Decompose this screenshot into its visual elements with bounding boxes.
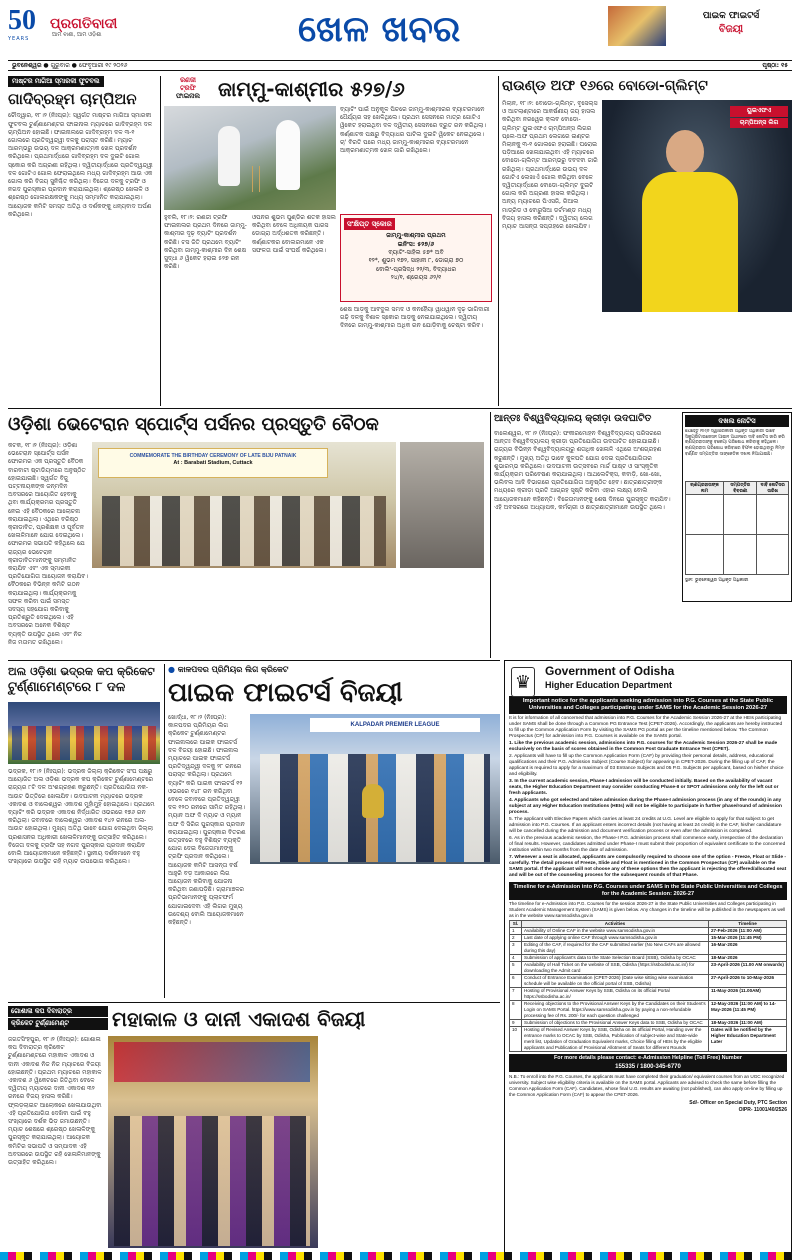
paper-slogan: ଆମ ବାଣୀ, ଆମ ଓଡ଼ିଶା (52, 32, 102, 38)
timeline-sl-cell: 2 (510, 935, 522, 942)
story2-headline: ଜାମ୍ମୁ-କାଶ୍ମୀର ୫୨୭/୬ (218, 77, 405, 101)
timeline-activity-cell: Availability of Hall Ticket on the website of SSB, Odisha (https://ssbodisha.ac.in/) for downloading the Admit card (522, 962, 709, 975)
story3-body-continued (602, 316, 792, 404)
notice1-body: ଯେହେତୁ ନିମ୍ନ ସ୍ୱାକ୍ଷରକାରୀ ଅଧିକୃତ ଅଧିକାରୀ ଭାବେ ସିକ୍ୟୁରିଟାଇଜେସନ ଆଇନ ଅଧୀନରେ ଦାବି ନୋଟିସ ଜାରି କରି ଋଣଗ୍ରହୀତାଙ୍କୁ ବକେୟା ପରିଶୋଧ କରିବାକୁ କହିଥିଲେ। ଋଣଗ୍ରହୀତା ପରିଶୋଧ କରିବାରେ ବିଫଳ ହୋଇଥିବାରୁ ନିମ୍ନ ବର୍ଣ୍ଣିତ ସମ୍ପତ୍ତିର ସାଙ୍କେତିକ ଦଖଲ ନିଆଯାଇଛି। (685, 429, 785, 457)
story-paika-fighters (168, 664, 500, 998)
notice2-timeline-title: Timeline for e-Admission into P.G. Courses under SAMS in the State Public Universities and Colleges for the Academic Session: 2026-27 (509, 882, 787, 900)
notice2-point-3: 3. In the current academic session, Phase-I admission will be conducted initially. Based on the availability of vacant seats, the Higher Education Department may consider conducting Phase-II or SPOT admissions only for the left out or fresh applicants. (509, 779, 779, 796)
timeline-activity-cell: Conduct of Entrance Examination (CPET-2026) (Date wise sitting wise examination schedule will be available on the official portal of SSB, Odisha) (522, 975, 709, 988)
trophy-ceremony-photo (250, 714, 500, 864)
govt-notice (504, 660, 792, 1254)
notice2-subtitle: Higher Education Department (545, 680, 673, 690)
story6-headline-1: ଅଲ ଓଡ଼ିଶା ଭଦ୍ରକ କପ କ୍ରିକେଟ (8, 665, 155, 678)
newspaper-logo (8, 6, 48, 50)
story2-scorebox (340, 214, 492, 302)
story2-tagbox (164, 76, 212, 100)
story-goshala-cup (8, 1006, 500, 1250)
story4-body-lower (92, 572, 396, 656)
story2-tag1: ରଣଜୀ (180, 76, 196, 84)
story2-body-right: ଶେଷ ଆଡ଼କୁ ଆବଦୁଲ ସମଦ ଓ କନହୈୟା ୱାଧୱାନ ଦୃଢ଼ ଭାଗିଦାରୀ ଗଢ଼ି ଦଳକୁ ବିଶାଳ ସ୍କୋର ଆଡ଼କୁ ନେଇଯାଇଥିଲେ। ଦ୍ୱିତୀୟ ଦିନରେ ଜାମ୍ମୁ-କାଶ୍ମୀର ଅଧିକ ରନ ଯୋଡ଼ିବାକୁ ଚେଷ୍ଟା କରିବ। (340, 306, 490, 330)
timeline-row (510, 1001, 787, 1020)
notice2-lead: Important notice for the applicants seeking admission into P.G. Courses at the State Public Universities and Colleges participating under SAMS for the Academic Session 2026-27 (509, 696, 787, 714)
story5-body: ବାଲେଶ୍ୱର, ୧୮।୨ (ନିଃପ୍ର): ଫକୀରମୋହନ ବିଶ୍ୱବିଦ୍ୟାଳୟ ପରିସରରେ ଆନ୍ତଃ ବିଶ୍ୱବିଦ୍ୟାଳୟ କ୍ରୀଡ଼ା ପ୍ରତିଯୋଗିତା ଉଦଘାଟିତ ହୋଇଯାଇଛି। ରାଜ୍ୟର ବିଭିନ୍ନ ବିଶ୍ୱବିଦ୍ୟାଳୟରୁ ଶତାଧିକ ଖେଳାଳି ଏଥିରେ ଅଂଶଗ୍ରହଣ କରୁଛନ୍ତି। ମୁଖ୍ୟ ଅତିଥି ଭାବେ କୁଳପତି ଯୋଗ ଦେଇ ପ୍ରତିଯୋଗିତାର ଶୁଭାରମ୍ଭ କରିଥିଲେ। ଉଦଘାଟନୀ ଉତ୍ସବରେ ମାର୍ଚ୍ଚ ପାଷ୍ଟ ଓ ସାଂସ୍କୃତିକ କାର୍ଯ୍ୟକ୍ରମ ପରିବେଷଣ କରାଯାଇଥିଲା। ଆଥଲେଟିକ୍ସ, କବାଡ଼ି, ଖୋ-ଖୋ, ଭଲିବଲ ଆଦି ବିଭାଗରେ ପ୍ରତିଯୋଗିତା ଅନୁଷ୍ଠିତ ହେବ। ଛାତ୍ରଛାତ୍ରୀଙ୍କ ମଧ୍ୟରେ କ୍ରୀଡ଼ା ପ୍ରତି ଆଗ୍ରହ ସୃଷ୍ଟି କରିବା ଏହାର ଲକ୍ଷ୍ୟ ବୋଲି ଆୟୋଜକମାନେ କହିଛନ୍ତି। ବିଜେତାମାନଙ୍କୁ ଶେଷ ଦିନରେ ପୁରସ୍କୃତ କରାଯିବ। ଏହି ଅବସରରେ ଅଧ୍ୟାପକ, କର୍ମଚାରୀ ଓ ଛାତ୍ରଛାତ୍ରୀମାନେ ଉପସ୍ଥିତ ଥିଲେ। (494, 430, 671, 511)
badge-ucl-sub: ଚାମ୍ପିଅନ୍ସ ଲିଗ (730, 118, 788, 129)
score-line-2: ଇନିଂସ: ୫୨୭/୬ (397, 240, 435, 248)
story7-body: ଖୋର୍ଦ୍ଧା, ୧୮।୨ (ନିଃପ୍ର): କାଳପଦର ପ୍ରିମିୟର ଲିଗ କ୍ରିକେଟ ଟୁର୍ଣ୍ଣାମେଣ୍ଟର ଫାଇନାଲରେ ପାଇକ ଫାଇଟର୍ସ ଦଳ ବିଜୟୀ ହୋଇଛି। ଫାଇନାଲ ମ୍ୟାଚରେ ପାଇକ ଫାଇଟର୍ସ ପ୍ରତିଦ୍ୱନ୍ଦ୍ୱୀ ଦଳକୁ ୨୮ ରନରେ ପରାସ୍ତ କରିଥିଲା। ପ୍ରଥମେ ବ୍ୟାଟିଂ କରି ପାଇକ ଫାଇଟର୍ସ ୧୨ ଓଭରରେ ୧୪୮ ରନ କରିଥିବା ବେଳେ ଜବାବରେ ପ୍ରତିଦ୍ୱନ୍ଦ୍ୱୀ ଦଳ ୧୨୦ ରନରେ ସୀମିତ ରହିଥିଲା। ମ୍ୟାନ ଅଫ ଦି ମ୍ୟାଚ ଓ ମ୍ୟାନ ଅଫ ଦି ସିରିଜ ପୁରସ୍କାର ପ୍ରଦାନ କରାଯାଇଥିଲା। ପୁରସ୍କାର ବିତରଣ ଉତ୍ସବରେ ବହୁ ବିଶିଷ୍ଟ ବ୍ୟକ୍ତି ଯୋଗ ଦେଇ ବିଜେତାମାନଙ୍କୁ ଟ୍ରଫି ପ୍ରଦାନ କରିଥିଲେ। ଆୟୋଜକ କମିଟି ଆସନ୍ତା ବର୍ଷ ଆହୁରି ବଡ଼ ଆକାରରେ ଲିଗ ଆୟୋଜନ କରିବାକୁ ଯୋଜନା କରିଥିବା ଜଣାପଡ଼ିଛି। ଗ୍ରାମାଞ୍ଚଳର ପ୍ରତିଭାମାନଙ୍କୁ ପ୍ଲାଟଫର୍ମ ଯୋଗାଇଦେବା ଏହି ଲିଗର ମୁଖ୍ୟ ଉଦ୍ଦେଶ୍ୟ ବୋଲି ଆୟୋଜକମାନେ କହିଛନ୍ତି। (168, 714, 246, 927)
section-rule (8, 1002, 500, 1003)
timeline-row (510, 1020, 787, 1027)
score-line-6: ୨୪/୧, ଶ୍ରେୟସ ୬୨/୧ (390, 274, 442, 282)
score-line-3: ବ୍ୟାଟିଂ-ସାହିଲ ୫୭* ଅବି (388, 248, 444, 256)
notice2-timeline-intro: The timeline for e-Admission into P.G. Courses for the session 2026-27 in the State Public Universities and Colleges participating in Student Academic Management System (SAMS) is given below. Any changes in the timeline will be published in the newspapers as well as in the website www.samsodisha.gov.in (509, 901, 786, 918)
fielder-figure (276, 120, 300, 190)
story2-body-mid: ଓପନର ଶୁଭମ ପୁଣ୍ଡିର ଶତକ ହାସଲ କରିଥିବା ବେଳେ ଅଧିନାୟକ ପାରସ ଡୋଗ୍ରା ଅର୍ଦ୍ଧଶତକ କରିଛନ୍ତି। କର୍ଣ୍ଣାଟକର ବୋଲରମାନେ ଏକ ସଫଳତା ପାଇଁ ସଂଘର୍ଷ କରିଥିଲେ। (252, 214, 336, 254)
promo-box (670, 10, 792, 46)
timeline-activity-cell: Submission of applicant's data to the State Selection Board (SSB), Odisha by OCAC (522, 955, 709, 962)
timeline-sl-cell: 3 (510, 942, 522, 955)
timeline-date-cell: 11-May-2026 (11.00AM) (709, 988, 787, 1001)
player-jersey (642, 172, 738, 312)
govt-emblem-icon: ♛ (511, 667, 535, 697)
story8-kicker-1: ଗୋଶାଳା କପ ଦିବାରାତ୍ର (8, 1006, 108, 1017)
col-divider (160, 76, 161, 406)
badge-box (730, 106, 788, 128)
wicket-stumps (252, 166, 260, 192)
story8-body: ଜଗତସିଂହପୁର, ୧୮।୨ (ନିଃପ୍ର): ଗୋଶାଳା କପ ଦିବାରାତ୍ର କ୍ରିକେଟ ଟୁର୍ଣ୍ଣାମେଣ୍ଟରେ ମହାକାଳ ଏକାଦଶ ଓ ଦାନୀ ଏକାଦଶ ନିଜ ନିଜ ମ୍ୟାଚରେ ବିଜୟୀ ହୋଇଛନ୍ତି। ପ୍ରଥମ ମ୍ୟାଚରେ ମହାକାଳ ଏକାଦଶ ୬ ୱିକେଟରେ ଜିତିଥିବା ବେଳେ ଦ୍ୱିତୀୟ ମ୍ୟାଚରେ ଦାନୀ ଏକାଦଶ ୩୨ ରନରେ ବିଜୟ ହାସଲ କରିଛି। ଫ୍ଲଡ଼ଲାଇଟ ଆଲୋକରେ ଖେଳାଯାଉଥିବା ଏହି ପ୍ରତିଯୋଗିତା ଦେଖିବା ପାଇଁ ବହୁ ସଂଖ୍ୟାରେ ଦର୍ଶକ ଭିଡ଼ ଜମାଉଛନ୍ତି। ମ୍ୟାଚ ଶେଷରେ ଶ୍ରେଷ୍ଠ ଖେଳାଳିଙ୍କୁ ପୁରସ୍କୃତ କରାଯାଇଥିଲା। ଆୟୋଜକ କମିଟିର ସଭାପତି ଓ ସମ୍ପାଦକ ଏହି ଅବସରରେ ଉପସ୍ଥିତ ରହି ଖେଳାଳିମାନଙ୍କୁ ଉତ୍ସାହିତ କରିଥିଲେ। (8, 1036, 102, 1167)
notice2-code: OIPR- 11001/40/2526 (738, 1106, 787, 1113)
timeline-date-cell: 16-Mar-2026 (709, 942, 787, 955)
section-title: ଖେଳ ଖବର (298, 9, 461, 50)
color-registration-bar (0, 1252, 800, 1260)
veteran-meeting-photo (92, 442, 396, 568)
story4-headline: ଓଡ଼ିଶା ଭେଟେରାନ ସ୍ପୋର୍ଟ୍ସ ପର୍ସନର ପ୍ରସ୍ତୁତି ବୈଠକ (8, 414, 379, 435)
timeline-row (510, 928, 787, 935)
players-row (114, 1116, 310, 1246)
veteran-side-photo (400, 442, 484, 568)
notice1-table (685, 481, 789, 575)
promo-thumbnail (608, 6, 666, 46)
notice2-title: Government of Odisha (545, 664, 675, 678)
player-head (666, 130, 704, 174)
dateline-sep1: ● (43, 62, 51, 69)
timeline-date-cell: 27-April-2026 to 10-May-2026 (709, 975, 787, 988)
story8-headline: ମହାକାଳ ଓ ଦାନୀ ଏକାଦଶ ବିଜୟୀ (112, 1007, 366, 1031)
timeline-sl-cell: 1 (510, 928, 522, 935)
notice2-point-5: 5. The applicant with Elective Papers which carries at least 24 credits at U.G. Level are eligible to apply for that subject to get admission into P.G. Courses. If an applicant enters incorrect details (not having at least 24 credit) in the CAF, his/her candidature will be cancelled during the admission and document verification process or even after the admission is completed. (509, 817, 782, 834)
notice1-footer: ସ୍ଥାନ: ଭୁବନେଶ୍ୱର ଅଧିକୃତ ଅଧିକାରୀ (685, 578, 749, 584)
timeline-activity-cell: Editing of the CAF, if required for the CAF submitted earlier (No New CAFs are allowed during this day) (522, 942, 709, 955)
story5-headline: ଆନ୍ତଃ ବିଶ୍ୱବିଦ୍ୟାଳୟ କ୍ରୀଡ଼ା ଉଦଘାଟିତ (494, 413, 652, 424)
backdrop-banner (114, 1042, 310, 1082)
story3-body: ମିଲାନ, ୧୮।୨: ବୋଡୋ-ଗ୍ଲିମ୍ଟ, ବୃସେଲ୍ସ ଓ ଆଟଲାଣ୍ଟାରେ ଆକର୍ଷଣୀୟ ଜୟ ହାସଲ କରିଥିବା ନରୱେର କ୍ଲବ ବୋଡୋ-ଗ୍ଲିମ୍ଟ ୟୁଇଏଫଏ ଚାମ୍ପିଅନ୍ସ ଲିଗର ପ୍ଲେ-ଅଫ ପ୍ରଥମ ଲେଗରେ ଇଣ୍ଟର ମିଲାନକୁ ୩-୧ ଗୋଲରେ ହରାଇଛି। ଘରୋଇ ପଡ଼ିଆରେ ଖେଳାଯାଇଥିବା ଏହି ମ୍ୟାଚରେ ବୋଡୋ-ଗ୍ଲିମ୍ଟ ଆରମ୍ଭରୁ ଦବଦବା ଜାରି ରଖିଥିଲା। ପ୍ରଥମାର୍ଦ୍ଧରେ ଉଭୟ ଦଳ ଗୋଟିଏ ଲେଖାଏଁ ଗୋଲ କରିଥିବା ବେଳେ ଦ୍ୱିତୀୟାର୍ଦ୍ଧରେ ବୋଡୋ-ଗ୍ଲିମ୍ଟ ଦୁଇଟି ଗୋଲ କରି ଅଗ୍ରଣୀ ହାସଲ କରିଥିଲା। ଅନ୍ୟ ମ୍ୟାଚରେ ପିଏସଜି, ରିଆଲ ମାଡ୍ରିଡ ଓ ବୋରୁସିଆ ଡର୍ଟମଣ୍ଡ ମଧ୍ୟ ବିଜୟ ହାସଲ କରିଛନ୍ତି। ଦ୍ୱିତୀୟ ଲେଗ ମ୍ୟାଚ ଆସନ୍ତା ସପ୍ତାହରେ ଖେଳାଯିବ। (502, 100, 598, 231)
notice2-sign: Sd/- Officer on Special Duty, PTC Section (689, 1099, 787, 1106)
timeline-sl-cell: 5 (510, 962, 522, 975)
timeline-activity-cell: Hosting of Provisional Answer Keys by SSB, Odisha on its official Portal https://ssbodisha.ac.in/ (522, 988, 709, 1001)
dateline-bar (8, 60, 792, 71)
timeline-activity-cell: Last date of applying online CAF through www.samsodisha.gov.in (522, 935, 709, 942)
timeline-sl-cell: 4 (510, 955, 522, 962)
timeline-table (509, 920, 787, 1052)
section-rule (8, 660, 500, 661)
score-line-5: ବୋଲିଂ-ପ୍ରସିଦ୍ଧ ୨୨/୩, ବିଦ୍ୟାଧର (375, 265, 457, 273)
timeline-activity-cell: Hosting of Revised Answer Keys by SSB, Odisha on its official Portal, Handing over the entrance marks to OCAC by SSB, Odisha, Publication of subject-wise and State-wide merit list, Updation of Graduation Equivalent marks, Choice filling of HEIs by the eligible applicants and Publication of Provisional Allotment of Seats for different Rounds (522, 1027, 709, 1052)
timeline-sl-cell: 6 (510, 975, 522, 988)
logo-number: 50 (8, 5, 36, 36)
timeline-activity-cell: Availability of Online CAF in the website www.samsodisha.gov.in (522, 928, 709, 935)
story6-headline-2: ଟୁର୍ଣ୍ଣାମେଣ୍ଟରେ ୮ ଦଳ (8, 680, 126, 695)
timeline-date-cell: Dates will be notified by the Higher Education Department Later (709, 1027, 787, 1052)
promo-title: ପାଇକ ଫାଇଟର୍ସ (702, 11, 760, 21)
people-row (102, 496, 386, 566)
banner-text: COMMEMORATE THE BIRTHDAY CEREMONY OF LATE BIJU PATNAIK (129, 453, 297, 459)
timeline-row (510, 975, 787, 988)
notice2-point-2: 2. Applicants will have to fill up the Common Application Form (CAF) by providing their personal details, address, educational qualifications and their P.G. Admission Subject (Course Subject) for appearing in CPET-2026. During the filling up of CAF, the applicant is required to apply for a maximum of 03 Entrance Subjects and 05 P.G. Subjects per applicant, based on his/her choice and eligibility. (509, 754, 784, 777)
dateline-day: ଗୁରୁବାର (50, 62, 70, 69)
notice2-helpline-number: 155335 / 1800-345-6770 (509, 1063, 787, 1072)
score-label: ସଂକ୍ଷିପ୍ତ ସ୍କୋର (344, 218, 395, 230)
timeline-row (510, 962, 787, 975)
timeline-col-activities: Activities (522, 921, 709, 928)
story4-body: କଟକ, ୧୮।୨ (ନିଃପ୍ର): ଓଡ଼ିଶା ଭେଟେରାନ ସ୍ପୋର୍ଟ୍ସ ପର୍ସନ ଫୋରମର ଏକ ପ୍ରସ୍ତୁତି ବୈଠକ ବାରବାଟୀ ଷ୍ଟାଡିୟମରେ ଅନୁଷ୍ଠିତ ହୋଇଯାଇଛି। ସ୍ୱର୍ଗତ ବିଜୁ ପଟ୍ଟନାୟକଙ୍କ ଜନ୍ମଦିନ ଅବସରରେ ଆୟୋଜିତ ହେବାକୁ ଥିବା କାର୍ଯ୍ୟକ୍ରମର ପ୍ରସ୍ତୁତି ନେଇ ଏହି ବୈଠକରେ ଆଲୋଚନା କରାଯାଇଥିଲା। ଏଥିରେ ବରିଷ୍ଠ କ୍ରୀଡ଼ାବିତ, ପ୍ରଶିକ୍ଷକ ଓ ପୂର୍ବତନ ଖେଳାଳିମାନେ ଯୋଗ ଦେଇଥିଲେ। ଫୋରମର ସଭାପତି କହିଥିଲେ ଯେ ରାଜ୍ୟର ଭେଟେରାନ କ୍ରୀଡ଼ାବିତମାନଙ୍କୁ ସମ୍ମାନିତ କରାଯିବ ଏବଂ ଏକ ସ୍ମାରକୀ ପ୍ରତିଯୋଗିତା ଆୟୋଜନ କରାଯିବ। ବୈଠକରେ ବିଭିନ୍ନ କମିଟି ଗଠନ କରାଯାଇଥିଲା। କାର୍ଯ୍ୟକ୍ରମକୁ ସଫଳ କରିବା ପାଇଁ ସମସ୍ତ ସଦସ୍ୟ ସହଯୋଗ କରିବାକୁ ପ୍ରତିଶ୍ରୁତି ଦେଇଥିଲେ। ଏହି ଅବସରରେ ଅନେକ ବିଶିଷ୍ଟ ବ୍ୟକ୍ତି ଉପସ୍ଥିତ ଥିଲେ ଏବଂ ନିଜ ନିଜ ମତାମତ ରଖିଥିଲେ। (8, 442, 88, 646)
score-line-1: ଜାମ୍ମୁ-କାଶ୍ମୀର ପ୍ରଥମ (386, 232, 446, 240)
timeline-row (510, 988, 787, 1001)
timeline-sl-cell: 7 (510, 988, 522, 1001)
masthead (8, 6, 792, 60)
timeline-sl-cell: 9 (510, 1020, 522, 1027)
story2-tag3: ଫାଇନାଲ (175, 92, 200, 100)
notice1-col1: ଋଣଗ୍ରହୀତାଙ୍କ ନାମ (686, 482, 724, 495)
jersey-number (732, 250, 762, 280)
event-banner (98, 448, 328, 478)
cricket-batsman-photo (164, 106, 336, 210)
timeline-date-cell: 23-April-2026 (11.00 AM onwards) (709, 962, 787, 975)
story-ranji (164, 76, 494, 406)
story-veteran-sports (8, 412, 486, 658)
timeline-date-cell: 18-Mar-2026 (709, 955, 787, 962)
bullet-icon: ● (168, 665, 175, 674)
timeline-col-timeline: Timeline (709, 921, 787, 928)
notice2-point-4: 4. Applicants who got selected and taken admission during the Phase-I admission process (in any of the rounds) in any subject at any Higher Education Institutions (HEIs) will not be eligible to participate in further phase/round of admission process. (509, 798, 782, 815)
batsman-figure (218, 126, 240, 186)
notice2-point-6: 6. As in the previous academic session, the Phase-I P.G. admission process shall commence early, irrespective of the declaration of final results. However, candidates admitted under Phase-I must submit their proportion of equivalent certificate to the concerned institution within two months from the date of admission. (509, 836, 786, 853)
story7-kicker (168, 664, 500, 676)
banner-subtext: At : Barabati Stadium, Cuttack (173, 460, 253, 467)
timeline-activity-cell: Receiving objections to the Provisional Answer Keys by the Candidates on their Student's Login on SAMS Portal. https://www.samsodisha.gov.in by paying a non-refundable processing fee of Rs. 200/- for each question challenged (522, 1001, 709, 1020)
possession-notice (682, 412, 792, 602)
notice1-col3: ଦାବି ନୋଟିସର ତାରିଖ (757, 482, 789, 495)
timeline-row (510, 942, 787, 955)
logo-sub: YEARS (8, 36, 30, 42)
col-divider (498, 76, 499, 406)
goshala-cup-photo (108, 1036, 318, 1248)
story2-col-text: ବ୍ୟାଟିଂ ପାଇଁ ଅନୁକୂଳ ପିଚରେ ଜାମ୍ମୁ-କାଶ୍ମୀରର ବ୍ୟାଟରମାନେ ଧୈର୍ଯ୍ୟର ସହ ଖେଳିଥିଲେ। ପ୍ରଥମ ସେସନରେ ମାତ୍ର ଗୋଟିଏ ୱିକେଟ ହରାଇଥିବା ଦଳ ଦ୍ୱିତୀୟ ସେସନରେ ଦ୍ରୁତ ରନ କରିଥିଲା। କର୍ଣ୍ଣାଟକ ପକ୍ଷରୁ ବିଦ୍ୟାଧର ପାଟିଲ ଦୁଇଟି ୱିକେଟ ନେଇଥିଲେ। ଚା' ବିରତି ପରେ ମଧ୍ୟ ଜାମ୍ମୁ-କାଶ୍ମୀରର ବ୍ୟାଟରମାନେ ଆକ୍ରମଣାତ୍ମକ ଖେଳ ଜାରି ରଖିଥିଲେ। (340, 106, 486, 155)
story7-kicker-text: କାଳପଦର ପ୍ରିମିୟର ଲିଗ କ୍ରିକେଟ (177, 665, 289, 674)
notice2-intro: It is for information of all concerned that admission into P.G. Courses for the Academic Session 2026-27 at the HEIs participating under SAMS shall be done through a Common PG Entrance Test (CPET-2026). Accordingly, the applicants are hereby instructed to fill up the Common Application Form by visiting the SAMS PG portal as per the timeline mentioned below. The Common Prospectus (CP) for admission into P.G. Courses is available on the SAMS portal. (509, 716, 783, 739)
story1-headline: ଗାଦିବ୍ରହ୍ମ ଚାମ୍ପିଅନ (8, 90, 137, 109)
story-bodo-glimt (502, 76, 792, 406)
dateline-date: ଫେବୃଆରୀ ୧୯ ୨୦୨୬ (78, 62, 128, 69)
notice2-helpline-label: For more details please contact: e-Admission Helpline (Toll Free) Number (509, 1054, 787, 1063)
story8-kicker-2: କ୍ରିକେଟ ଟୁର୍ଣ୍ଣାମେଣ୍ଟ (8, 1018, 108, 1029)
col-divider (490, 412, 491, 658)
timeline-activity-cell: Submission of objections to the Provisional Answer Keys data to SSB, Odisha by OCAC (522, 1020, 709, 1027)
story-gadibrahma (8, 76, 156, 406)
section-rule (8, 408, 792, 409)
notice2-point-7: 7. Whenever a seat is allocated, applicants are compulsorily required to choose one of the option - Freeze, Float or Slide - carefully. The detail process of Freeze, Slide and Float is mentioned in the Common Prospectus (CP) available on the SAMS portal. If the applicant will not choose any of these options then the applicant is rejecting the offered/allocated seat and will be out of the counseling process for the subsequent rounds of that Phase. (509, 855, 787, 878)
notice1-title: ଦଖଲ ନୋଟିସ (685, 415, 789, 427)
story3-headline: ରାଉଣ୍ଡ ଅଫ ୧୬ରେ ବୋଡୋ-ଗ୍ଲିମ୍ଟ (502, 78, 708, 94)
story2-tag2: ଟ୍ରଫି (180, 84, 196, 92)
story-bhadrak-cup (8, 664, 160, 998)
story8-body-right (322, 1036, 500, 1248)
story8-kicker-box (8, 1006, 108, 1030)
timeline-table-body (510, 928, 787, 1052)
bhadrak-team-photo (8, 702, 160, 764)
promo-sub: ବିଜୟୀ (718, 24, 744, 36)
story6-body: ଭଦ୍ରକ, ୧୮।୨ (ନିଃପ୍ର): ଭଦ୍ରକ ଜିଲ୍ଲା କ୍ରିକେଟ ସଂଘ ପକ୍ଷରୁ ଆୟୋଜିତ ଅଲ ଓଡ଼ିଶା ଭଦ୍ରକ କପ କ୍ରିକେଟ ଟୁର୍ଣ୍ଣାମେଣ୍ଟରେ ରାଜ୍ୟର ୮ଟି ଦଳ ଅଂଶଗ୍ରହଣ କରୁଛନ୍ତି। ପ୍ରତିଯୋଗିତା ନକ-ଆଉଟ ଭିତ୍ତିରେ ଖେଳାଯିବ। ଉଦଘାଟନୀ ମ୍ୟାଚରେ ଭଦ୍ରକ ଏକାଦଶ ଓ ବାଲେଶ୍ୱର ଏକାଦଶ ମୁହାଁମୁହିଁ ହୋଇଥିଲେ। ପ୍ରଥମେ ବ୍ୟାଟିଂ କରି ଭଦ୍ରକ ଏକାଦଶ ନିର୍ଦ୍ଧାରିତ ଓଭରରେ ୧୭୬ ରନ କରିଥିଲା। ଜବାବରେ ବାଲେଶ୍ୱର ଏକାଦଶ ୧୪୨ ରନରେ ଅଲ-ଆଉଟ ହୋଇଥିଲା। ମୁଖ୍ୟ ଅତିଥି ଭାବେ ଯୋଗ ଦେଇଥିବା ଜିଲ୍ଲା ପ୍ରଶାସନର ଅଧିକାରୀ ଖେଳାଳିମାନଙ୍କୁ ଉତ୍ସାହିତ କରିଥିଲେ। ବିଜେତା ଦଳକୁ ଟ୍ରଫି ସହ ନଗଦ ପୁରସ୍କାର ପ୍ରଦାନ କରାଯିବ ବୋଲି ଆୟୋଜକମାନେ କହିଛନ୍ତି। ସ୍ଥାନୀୟ ଦର୍ଶକମାନେ ବହୁ ସଂଖ୍ୟାରେ ଉପସ୍ଥିତ ରହି ମ୍ୟାଚ ଉପଭୋଗ କରିଥିଲେ। (8, 768, 155, 866)
paper-name: ପ୍ରଗତିବାଦୀ (50, 16, 118, 32)
timeline-row (510, 935, 787, 942)
story-inter-university (494, 412, 678, 658)
notice2-point-1: 1. Like the previous academic session, admissions into P.G. courses for the Academic Session 2026-27 shall be made exclusively on the basis of scores obtained in the Common Post Graduate Entrance Test (CPET). (509, 741, 778, 752)
timeline-date-cell: 18-May-2026 (11:00 AM) (709, 1020, 787, 1027)
story7-body-lower (250, 868, 500, 996)
timeline-date-cell: 15-Mar-2026 (11:45 PM) (709, 935, 787, 942)
col-divider (164, 664, 165, 998)
page-number: ପୃଷ୍ଠା: ୧୫ (762, 62, 788, 69)
badge-ucl: ୟୁଇଏଫଏ (730, 106, 788, 117)
timeline-sl-cell: 8 (510, 1001, 522, 1020)
story1-kicker: ମାଷ୍ଟର ମାଗିଆ ସ୍ମାରକୀ ଫୁଟବଲ (8, 76, 104, 87)
timeline-sl-cell: 10 (510, 1027, 522, 1052)
dateline-sep2: ● (71, 62, 79, 69)
story2-body-left: ହୁବଲି, ୧୮।୨: ରଣଜୀ ଟ୍ରଫି ଫାଇନାଲର ପ୍ରଥମ ଦିନରେ ଜାମ୍ମୁ-କାଶ୍ମୀର ଦୃଢ଼ ବ୍ୟାଟିଂ ପ୍ରଦର୍ଶନ କରିଛି। ଟସ ଜିତି ପ୍ରଥମେ ବ୍ୟାଟିଂ କରିଥିବା ଜାମ୍ମୁ-କାଶ୍ମୀର ଦିନ ଶେଷ ସୁଦ୍ଧା ୬ ୱିକେଟ ହରାଇ ୫୨୭ ରନ କରିଛି। (164, 214, 247, 271)
timeline-date-cell: 27-Feb-2026 (11:00 AM) (709, 928, 787, 935)
story1-body: ଚୌଦ୍ୱାର, ୧୮।୨ (ନିଃପ୍ର): ସ୍ୱର୍ଗତ ମାଷ୍ଟର ମାଗିଆ ସ୍ମାରକୀ ଫୁଟବଲ ଟୁର୍ଣ୍ଣାମେଣ୍ଟର ଫାଇନାଲ ମ୍ୟାଚରେ ଗାଦିବ୍ରହ୍ମ ଦଳ ଚାମ୍ପିଅନ ହୋଇଛି। ଫାଇନାଲରେ ଗାଦିବ୍ରହ୍ମ ଦଳ ୩-୧ ଗୋଲରେ ପ୍ରତିଦ୍ୱନ୍ଦ୍ୱୀ ଦଳକୁ ପରାସ୍ତ କରିଛି। ମ୍ୟାଚ ଆରମ୍ଭରୁ ଉଭୟ ଦଳ ଆକ୍ରମଣାତ୍ମକ ଖେଳ ପ୍ରଦର୍ଶନ କରିଥିଲେ। ପ୍ରଥମାର୍ଦ୍ଧରେ ଗାଦିବ୍ରହ୍ମ ଦଳ ଦୁଇଟି ଗୋଲ ସ୍କୋର କରି ଅଗ୍ରଣୀ ରହିଥିଲା। ଦ୍ୱିତୀୟାର୍ଦ୍ଧରେ ପ୍ରତିଦ୍ୱନ୍ଦ୍ୱୀ ଦଳ ଗୋଟିଏ ଗୋଲ ଫେରାଇଥିଲେ ମଧ୍ୟ ଗାଦିବ୍ରହ୍ମ ଆଉ ଏକ ଗୋଲ କରି ବିଜୟ ସୁନିଶ୍ଚିତ କରିଥିଲା। ବିଜେତା ଦଳକୁ ଟ୍ରଫି ଓ ନଗଦ ପୁରସ୍କାର ପ୍ରଦାନ କରାଯାଇଥିଲା। ଶ୍ରେଷ୍ଠ ଖେଳାଳି ଓ ଶ୍ରେଷ୍ଠ ଗୋଲରକ୍ଷକଙ୍କୁ ମଧ୍ୟ ସମ୍ମାନିତ କରାଯାଇଥିଲା। ଆୟୋଜକ କମିଟି ସମସ୍ତ ଅତିଥି ଓ ଦର୍ଶକଙ୍କୁ ଧନ୍ୟବାଦ ଅର୍ପଣ କରିଥିଲେ। (8, 112, 153, 218)
team-row (12, 726, 156, 760)
story7-headline: ପାଇକ ଫାଇଟର୍ସ ବିଜୟୀ (168, 678, 403, 708)
notice2-nb: N.B.: To enroll into the P.G. Courses, the applicants must have completed their graduation/ equivalent courses from an UGC recognized university. Subject wise eligibility criteria is available on the SAMS portal. Applicants are advised to check the same before filling the Common Application Form (CAF). Candidates, whose final U.G. results are awaiting (not published), can also apply on-line by filling up the Common Application Form (CAF) to appear the CPET-2026. (509, 1074, 785, 1097)
timeline-row (510, 1027, 787, 1052)
footballer-photo (602, 100, 792, 312)
score-line-4: ୧୨*, ଶୁଭମ ୧୭୨, ସାହାନୀ ୮, ଡୋଗ୍ରା ୭୦ (368, 257, 464, 265)
timeline-row (510, 955, 787, 962)
notice1-col2: ସମ୍ପତ୍ତିର ବିବରଣୀ (724, 482, 757, 495)
timeline-date-cell: 12-May-2026 (11:00 AM) to 14-May-2026 (11:45 PM) (709, 1001, 787, 1020)
league-banner: KALPADAR PREMIER LEAGUE (310, 718, 480, 732)
timeline-col-sl: Sl. (510, 921, 522, 928)
trophy-icon (362, 784, 384, 818)
dateline-city: ଭୁବନେଶ୍ୱର (12, 62, 42, 69)
